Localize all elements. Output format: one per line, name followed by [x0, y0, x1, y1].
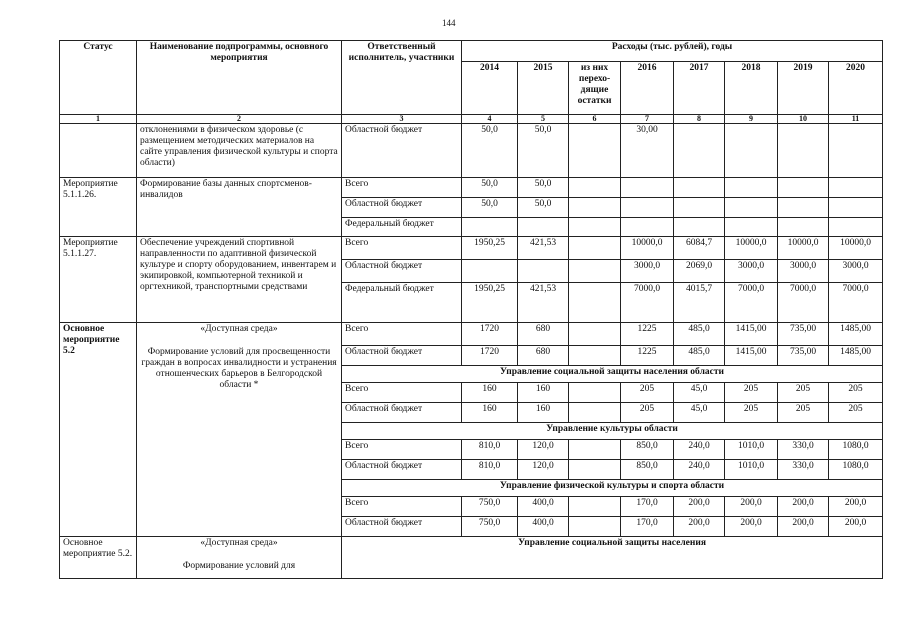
header-name: Наименование подпрограммы, основного мероприятия	[137, 41, 342, 115]
executor-cell: Всего	[342, 323, 462, 346]
value-cell: 1080,0	[829, 460, 883, 480]
value-cell	[569, 403, 621, 423]
value-cell: 735,00	[778, 346, 829, 366]
table-row	[60, 124, 883, 178]
status-cell: Мероприятие 5.1.1.27.	[60, 237, 137, 323]
executor-cell: Федеральный бюджет	[342, 283, 462, 323]
value-cell: 160	[462, 403, 518, 423]
table-row	[60, 537, 883, 579]
value-cell: 750,0	[462, 517, 518, 537]
header-year: 2016	[621, 62, 674, 115]
executor-cell: Областной бюджет	[342, 403, 462, 423]
value-cell: 1720	[462, 323, 518, 346]
executor-cell: Областной бюджет	[342, 460, 462, 480]
value-cell: 330,0	[778, 440, 829, 460]
value-cell: 50,0	[462, 124, 518, 178]
value-cell	[778, 124, 829, 178]
value-cell: 400,0	[518, 497, 569, 517]
value-cell: 50,0	[462, 198, 518, 218]
value-cell	[569, 460, 621, 480]
value-cell: 50,0	[518, 178, 569, 198]
value-cell: 50,0	[518, 198, 569, 218]
value-cell: 240,0	[674, 440, 725, 460]
value-cell: 330,0	[778, 460, 829, 480]
value-cell: 240,0	[674, 460, 725, 480]
value-cell: 200,0	[778, 497, 829, 517]
value-cell: 1415,00	[725, 346, 778, 366]
value-cell: 170,0	[621, 517, 674, 537]
executor-cell: Областной бюджет	[342, 198, 462, 218]
value-cell	[778, 198, 829, 218]
name-title: «Доступная среда»	[200, 324, 278, 334]
value-cell	[518, 260, 569, 283]
column-number: 9	[725, 115, 778, 124]
name-description: Формирование условий для просвещенности граждан в вопросах инвалидности и устранения отношенческих барьеров в Белгородской области *	[141, 347, 337, 390]
value-cell	[569, 260, 621, 283]
value-cell: 205	[725, 403, 778, 423]
executor-cell: Всего	[342, 497, 462, 517]
value-cell: 1010,0	[725, 440, 778, 460]
executor-cell: Федеральный бюджет	[342, 218, 462, 237]
value-cell: 30,00	[621, 124, 674, 178]
value-cell: 485,0	[674, 346, 725, 366]
value-cell: 3000,0	[829, 260, 883, 283]
column-number: 1	[60, 115, 137, 124]
status-cell: Основное мероприятие 5.2.	[60, 537, 137, 579]
value-cell	[829, 178, 883, 198]
section-title: Управление физической культуры и спорта области	[342, 480, 883, 497]
value-cell	[725, 218, 778, 237]
value-cell: 205	[621, 383, 674, 403]
value-cell	[569, 383, 621, 403]
value-cell: 205	[829, 383, 883, 403]
value-cell	[829, 198, 883, 218]
value-cell	[778, 218, 829, 237]
header-year: 2014	[462, 62, 518, 115]
value-cell: 400,0	[518, 517, 569, 537]
value-cell	[569, 497, 621, 517]
value-cell: 7000,0	[725, 283, 778, 323]
value-cell: 200,0	[674, 497, 725, 517]
value-cell: 810,0	[462, 460, 518, 480]
value-cell: 200,0	[725, 497, 778, 517]
value-cell: 205	[778, 383, 829, 403]
column-number: 11	[829, 115, 883, 124]
executor-cell: Всего	[342, 237, 462, 260]
value-cell: 205	[725, 383, 778, 403]
value-cell: 750,0	[462, 497, 518, 517]
name-cell: Формирование базы данных спортсменов-инвалидов	[137, 178, 342, 237]
status-cell: Мероприятие 5.1.1.26.	[60, 178, 137, 237]
value-cell	[829, 124, 883, 178]
value-cell: 205	[778, 403, 829, 423]
value-cell	[621, 178, 674, 198]
value-cell: 3000,0	[778, 260, 829, 283]
table-row	[60, 323, 883, 346]
status-cell	[60, 124, 137, 178]
value-cell	[674, 178, 725, 198]
column-number: 3	[342, 115, 462, 124]
value-cell: 50,0	[462, 178, 518, 198]
executor-cell: Областной бюджет	[342, 517, 462, 537]
value-cell: 200,0	[829, 517, 883, 537]
header-year: 2017	[674, 62, 725, 115]
column-number: 10	[778, 115, 829, 124]
value-cell	[829, 218, 883, 237]
header-year: 2020	[829, 62, 883, 115]
header-year: 2018	[725, 62, 778, 115]
header-year: 2019	[778, 62, 829, 115]
value-cell: 485,0	[674, 323, 725, 346]
value-cell: 10000,0	[778, 237, 829, 260]
value-cell	[569, 346, 621, 366]
value-cell: 200,0	[674, 517, 725, 537]
value-cell	[674, 218, 725, 237]
value-cell	[569, 323, 621, 346]
value-cell	[569, 517, 621, 537]
value-cell: 170,0	[621, 497, 674, 517]
value-cell: 1010,0	[725, 460, 778, 480]
value-cell: 421,53	[518, 283, 569, 323]
value-cell	[569, 237, 621, 260]
value-cell	[569, 283, 621, 323]
name-description: Формирование условий для	[182, 561, 296, 571]
header-year: из них перехо-дящие остатки	[569, 62, 621, 115]
name-cell	[137, 537, 342, 579]
table-row	[60, 178, 883, 198]
value-cell: 1950,25	[462, 283, 518, 323]
column-number: 4	[462, 115, 518, 124]
value-cell: 4015,7	[674, 283, 725, 323]
value-cell: 160	[462, 383, 518, 403]
value-cell: 205	[621, 403, 674, 423]
value-cell	[621, 218, 674, 237]
value-cell	[569, 178, 621, 198]
value-cell	[569, 218, 621, 237]
value-cell: 160	[518, 383, 569, 403]
name-cell	[137, 323, 342, 537]
value-cell	[621, 198, 674, 218]
value-cell	[674, 198, 725, 218]
executor-cell: Всего	[342, 383, 462, 403]
value-cell: 850,0	[621, 460, 674, 480]
value-cell: 200,0	[829, 497, 883, 517]
value-cell: 50,0	[518, 124, 569, 178]
value-cell	[569, 124, 621, 178]
column-number: 2	[137, 115, 342, 124]
executor-cell: Всего	[342, 178, 462, 198]
value-cell: 1950,25	[462, 237, 518, 260]
value-cell	[674, 124, 725, 178]
value-cell: 200,0	[778, 517, 829, 537]
value-cell: 1485,00	[829, 346, 883, 366]
value-cell: 160	[518, 403, 569, 423]
value-cell: 850,0	[621, 440, 674, 460]
value-cell	[725, 178, 778, 198]
section-title: Управление социальной защиты населения области	[342, 366, 883, 383]
value-cell	[725, 198, 778, 218]
value-cell	[569, 198, 621, 218]
value-cell: 45,0	[674, 383, 725, 403]
value-cell: 1415,00	[725, 323, 778, 346]
value-cell: 120,0	[518, 440, 569, 460]
value-cell: 680	[518, 346, 569, 366]
value-cell	[778, 178, 829, 198]
header-year: 2015	[518, 62, 569, 115]
value-cell: 735,00	[778, 323, 829, 346]
value-cell: 1225	[621, 323, 674, 346]
name-cell: отклонениями в физическом здоровье (с размещением методических материалов на сайте управления физической культуры и спорта области)	[137, 124, 342, 178]
table-row	[60, 237, 883, 260]
value-cell: 680	[518, 323, 569, 346]
value-cell: 3000,0	[621, 260, 674, 283]
value-cell: 3000,0	[725, 260, 778, 283]
value-cell: 810,0	[462, 440, 518, 460]
name-title: «Доступная среда»	[200, 538, 278, 548]
value-cell: 10000,0	[829, 237, 883, 260]
value-cell	[725, 124, 778, 178]
section-title: Управление культуры области	[342, 423, 883, 440]
column-number: 8	[674, 115, 725, 124]
executor-cell: Всего	[342, 440, 462, 460]
column-number: 7	[621, 115, 674, 124]
header-status: Статус	[60, 41, 137, 115]
page-number: 144	[442, 18, 456, 28]
value-cell: 7000,0	[829, 283, 883, 323]
value-cell: 45,0	[674, 403, 725, 423]
value-cell	[569, 440, 621, 460]
status-cell: Основное мероприятие 5.2	[60, 323, 137, 537]
value-cell: 1080,0	[829, 440, 883, 460]
value-cell: 7000,0	[621, 283, 674, 323]
header-executor: Ответственный исполнитель, участники	[342, 41, 462, 115]
value-cell: 10000,0	[621, 237, 674, 260]
executor-cell: Областной бюджет	[342, 124, 462, 178]
value-cell: 1225	[621, 346, 674, 366]
executor-cell: Областной бюджет	[342, 260, 462, 283]
value-cell: 200,0	[725, 517, 778, 537]
column-number: 5	[518, 115, 569, 124]
value-cell	[462, 260, 518, 283]
value-cell	[518, 218, 569, 237]
value-cell: 10000,0	[725, 237, 778, 260]
header-expenses: Расходы (тыс. рублей), годы	[462, 41, 883, 62]
value-cell: 120,0	[518, 460, 569, 480]
value-cell: 421,53	[518, 237, 569, 260]
executor-cell: Областной бюджет	[342, 346, 462, 366]
value-cell: 205	[829, 403, 883, 423]
expenses-table	[59, 40, 883, 579]
value-cell: 1485,00	[829, 323, 883, 346]
value-cell	[462, 218, 518, 237]
value-cell: 2069,0	[674, 260, 725, 283]
column-number: 6	[569, 115, 621, 124]
section-title: Управление социальной защиты населения	[342, 537, 883, 579]
value-cell: 6084,7	[674, 237, 725, 260]
value-cell: 1720	[462, 346, 518, 366]
name-cell: Обеспечение учреждений спортивной направленности по адаптивной физической культуре и спорту оборудованием, инвентарем и экипировкой, компьютерной техникой и оргтехникой, транспортными средствами	[137, 237, 342, 323]
value-cell: 7000,0	[778, 283, 829, 323]
